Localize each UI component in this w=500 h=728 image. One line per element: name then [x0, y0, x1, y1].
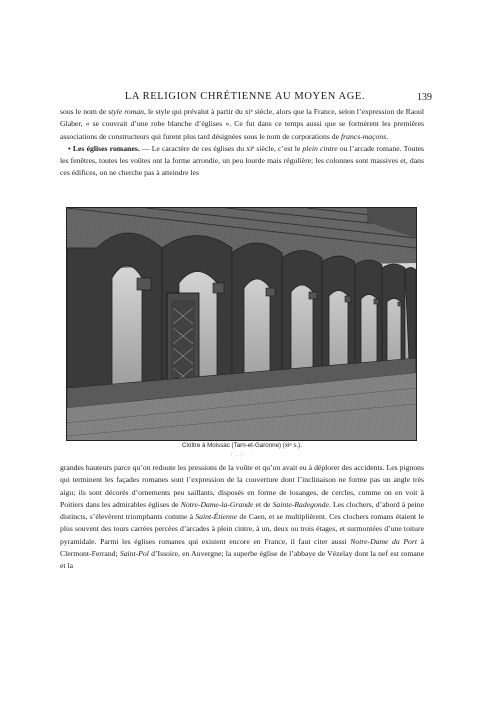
top-text-block [60, 106, 424, 180]
faint-bleed-text: ( ... ) .' ' .' [230, 452, 254, 458]
paragraph: • Les églises romanes. — Le caractère de ces églises du xiᵉ siècle, c’est le plein cintre ou l’arcade romane. Toutes les fenêtres, toutes les voûtes ont la forme arrondie, un peu lourde mais régulière; les colonnes sont massives et, dans ces édifices, on ne cherche pas à atteindre les [60, 143, 424, 178]
section-heading: • Les églises romanes. [68, 143, 140, 153]
paragraph: sous le nom de style roman, le style qui prévalut à partir du xiᵉ siècle, alors que la France, selon l’expression de Raoul Glaber, « se couvrait d’une robe blanche d’églises ». Ce fut dans ce temps aussi que se formèrent les premières associations de constructeurs qui furent plus tard désignées sous le nom de corporations de francs-maçons. [60, 107, 424, 141]
figure-caption: Cloître à Moissac (Tarn-et-Garonne) (xiᵉ s.). [182, 442, 302, 449]
cloister-engraving [66, 207, 417, 441]
bottom-text-block [60, 462, 424, 573]
engraving-illustration [67, 208, 416, 440]
page-number: 139 [417, 92, 432, 103]
running-title: LA RELIGION CHRÉTIENNE AU MOYEN AGE. [124, 91, 366, 102]
paragraph: grandes hauteurs parce qu’on redoute les pressions de la voûte et qu’on avait eu à déplorer des accidents. Les pignons qui terminent les façades romanes sont l’expression de la couverture dont l’inclinaison ne forme pas un angle très aigu; ils sont décorés d’ornements peu saillants, disposés en forme de losanges, de cercles, comme on en voit à Poitiers dans les admirables églises de Notre-Dame-la-Grande et de Sainte-Radegonde. Les clochers, d’abord à peine distincts, s’élevèrent triomphants comme à Saint-Étienne de Caen, et se multiplièrent. Ces clochers romans étaient le plus souvent des tours carrées percées d’arcades à plein cintre, à un, deux ou trois étages, et surmontées d’une toiture pyramidale. Parmi les églises romanes qui existent encore en France, il faut citer aussi Notre-Dame du Port à Clermont-Ferrand; Saint-Pol d’Issoire, en Auvergne; la superbe église de l’abbaye de Vézelay dont la nef est romane et la [60, 463, 425, 571]
